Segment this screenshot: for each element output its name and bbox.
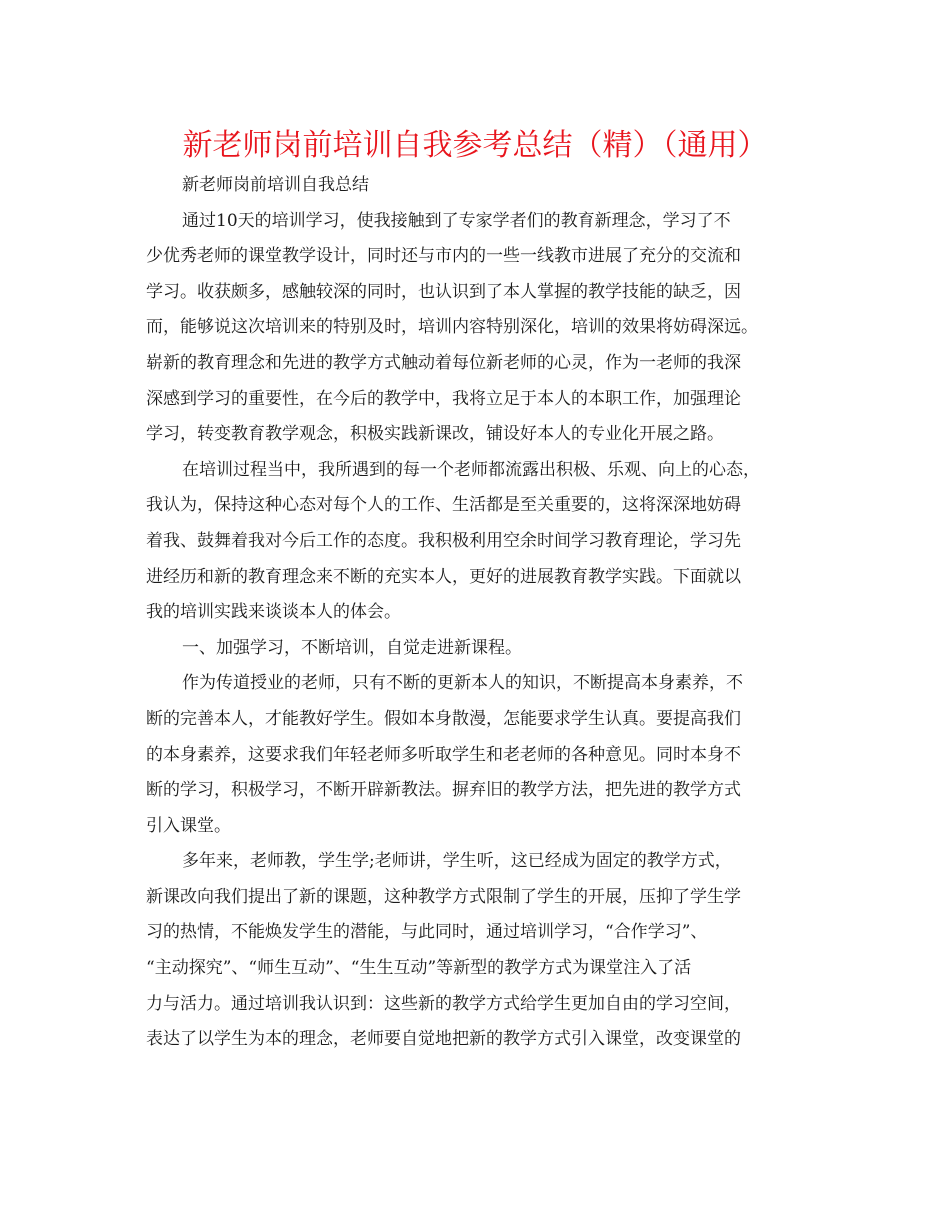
text-line: 深感到学习的重要性，在今后的教学中，我将立足于本人的本职工作，加强理论 (146, 388, 741, 409)
text-line: 一、加强学习，不断培训，自觉走进新课程。 (182, 637, 522, 658)
text-line: 新课改向我们提出了新的课题，这种教学方式限制了学生的开展，压抑了学生学 (146, 886, 741, 907)
text-line: 习的热情，不能焕发学生的潜能，与此同时，通过培训学习，“合作学习”、 (146, 922, 708, 943)
text-line: 学习，转变教育教学观念，积极实践新课改，铺设好本人的专业化开展之路。 (146, 424, 724, 445)
text-line: 作为传道授业的老师，只有不断的更新本人的知识，不断提高本身素养，不 (182, 673, 743, 694)
text-line: 我认为，保持这种心态对每个人的工作、生活都是至关重要的，这将深深地妨碍 (146, 495, 741, 516)
text-line: 引入课堂。 (146, 815, 231, 836)
text-line: 新老师岗前培训自我总结 (182, 175, 369, 195)
text-line: 少优秀老师的课堂教学设计，同时还与市内的一些一线教市进展了充分的交流和 (146, 246, 741, 267)
text-line: 崭新的教育理念和先进的教学方式触动着每位新老师的心灵，作为一老师的我深 (146, 352, 741, 373)
text-line: 表达了以学生为本的理念，老师要自觉地把新的教学方式引入课堂，改变课堂的 (146, 1029, 741, 1050)
text-line: 断的学习，积极学习，不断开辟新教法。摒弃旧的教学方法，把先进的教学方式 (146, 780, 741, 801)
text-line: 学习。收获颇多，感触较深的同时，也认识到了本人掌握的教学技能的缺乏，因 (146, 281, 741, 302)
text-line: 我的培训实践来谈谈本人的体会。 (146, 602, 401, 623)
text-line: “主动探究”、“师生互动”、“生生互动”等新型的教学方式为课堂注入了活 (146, 958, 692, 979)
document-body (146, 168, 806, 1058)
text-line: 通过10天的培训学习，使我接触到了专家学者们的教育新理念，学习了不 (182, 210, 731, 231)
text-line: 力与活力。通过培训我认识到：这些新的教学方式给学生更加自由的学习空间， (146, 993, 741, 1014)
document-title: 新老师岗前培训自我参考总结（精）（通用） (182, 128, 768, 163)
text-line: 着我、鼓舞着我对今后工作的态度。我积极利用空余时间学习教育理论，学习先 (146, 530, 741, 551)
text-line: 在培训过程当中，我所遇到的每一个老师都流露出积极、乐观、向上的心态， (182, 459, 760, 480)
text-line: 的本身素养，这要求我们年轻老师多听取学生和老老师的各种意见。同时本身不 (146, 744, 741, 765)
text-line: 而，能够说这次培训来的特别及时，培训内容特别深化，培训的效果将妨碍深远。 (146, 317, 758, 338)
text-line: 多年来，老师教，学生学;老师讲，学生听，这已经成为固定的教学方式， (182, 851, 732, 872)
text-line: 断的完善本人，才能教好学生。假如本身散漫，怎能要求学生认真。要提高我们 (146, 708, 741, 729)
text-line: 进经历和新的教育理念来不断的充实本人，更好的进展教育教学实践。下面就以 (146, 566, 741, 587)
